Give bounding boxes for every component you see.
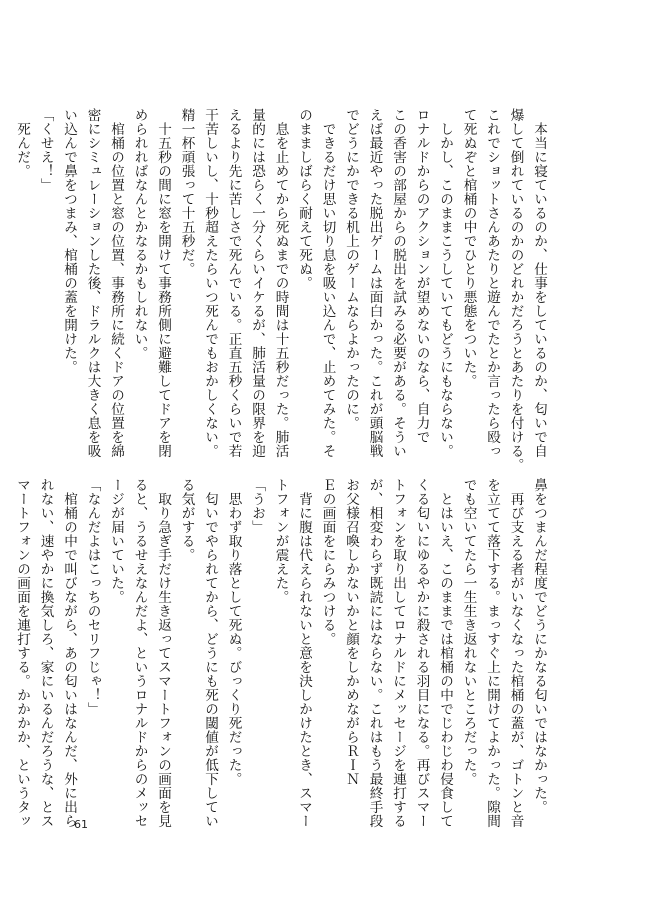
text-line: 「うお」 <box>249 478 265 534</box>
text-line: 爆して倒れているのかのどれかだろうとあたりを付ける。 <box>507 108 524 472</box>
text-line: 匂いでやられてから、どうにも死の閾値が低下してい <box>202 478 218 828</box>
text-line: 息を止めてから死ぬまでの時間は十五秒だった。肺活 <box>272 108 289 458</box>
text-line: 取り急ぎ手だけ生き返ってスマートフォンの画面を見 <box>155 478 171 828</box>
text-line: ージが届いていた。 <box>108 478 124 604</box>
text-line: て死ぬぞと棺桶の中でひとり悪態をついた。 <box>460 108 477 388</box>
text-line: でも空いてたら一生生き返れないところだった。 <box>460 478 477 786</box>
text-line: 鼻をつまんだ程度でどうにかなる匂いではなかった。 <box>531 478 547 814</box>
text-line: ロナルドからのアクションが望めないのなら、自力で <box>413 108 430 444</box>
text-line: とはいえ、このままでは棺桶の中でじわじわ侵食して <box>437 478 453 828</box>
text-line: お父様召喚しかないかと顔をしかめながらＲＩＮ <box>343 478 359 786</box>
text-line: い込んで鼻をつまみ、棺桶の蓋を開けた。 <box>61 108 77 374</box>
text-line: マートフォンの画面を連打する。かかかか、というタッ <box>14 478 30 828</box>
text-line: トフォンが震えた。 <box>272 478 289 604</box>
text-line: 棺桶の位置と窓の位置、事務所に続くドアの位置を綿 <box>108 108 124 458</box>
text-line: えば最近やった脱出ゲームは面白かった。これが頭脳戦 <box>366 108 383 458</box>
text-line: これでショットさんあたりと遊んでたとか言ったら殴っ <box>484 108 500 458</box>
text-line: れない、速やかに換気しろ、家にいるんだろうな、とス <box>37 478 54 828</box>
text-line: 再び支える者がいなくなった棺桶の蓋が、ゴトンと音 <box>507 478 524 828</box>
text-line: 十五秒の間に窓を開けて事務所側に避難してドアを閉 <box>155 108 171 458</box>
text-line: 死んだ。 <box>14 108 30 178</box>
text-line: トフォンを取り出してロナルドにメッセージを連打する <box>390 478 406 828</box>
text-line: 背に腹は代えられないと意を決しかけたとき、スマー <box>296 478 312 828</box>
text-line: を立てて落下する。まっすぐ上に開けてよかった。隙間 <box>484 478 500 828</box>
text-line: できるだけ思い切り息を吸い込んで、止めてみた。そ <box>319 108 336 458</box>
text-line: 棺桶の中で叫びながら、あの匂いはなんだ、外に出ら <box>61 478 77 828</box>
text-line: くる匂いにゆるやかに殺される羽目になる。再びスマー <box>413 478 430 828</box>
upper-text-block <box>14 108 550 472</box>
text-line: が、相変わらず既読にはならない。これはもう最終手段 <box>366 478 383 828</box>
text-line: 干苦しいし、十秒超えたらいつ死んでもおかしくない。 <box>202 108 218 458</box>
text-line: められればなんとかなるかもしれない。 <box>131 108 148 360</box>
text-line: 量的には恐らく一分くらいイケるが、肺活量の限界を迎 <box>249 108 265 458</box>
text-line: 「なんだよはこっちのセリフじゃ！」 <box>84 478 101 716</box>
text-line: 密にシミュレーションした後、ドラルクは大きく息を吸 <box>84 108 101 458</box>
text-line: のまましばらく耐えて死ぬ。 <box>296 108 312 290</box>
text-line: Ｅの画面をにらみつける。 <box>319 478 336 646</box>
text-line: 思わず取り落として死ぬ。びっくり死だった。 <box>225 478 242 786</box>
text-line: しかし、このままこうしていてもどうにもならない。 <box>437 108 453 458</box>
text-line: えるより先に苦しさで死んでいる。正直五秒くらいで若 <box>225 108 242 458</box>
text-line: この香害の部屋からの脱出を試みる必要がある。そうい <box>390 108 406 458</box>
text-line: ると、うるせえなんだよ、というロナルドからのメッセ <box>131 478 148 828</box>
text-line: る気がする。 <box>178 478 195 562</box>
text-line: 本当に寝ているのか、仕事をしているのか、匂いで自 <box>531 108 547 458</box>
text-line: でどうにかできる机上のゲームならよかったのに。 <box>343 108 359 430</box>
text-line: 精一杯頑張って十五秒だ。 <box>178 108 195 276</box>
text-line: 「くせえ！」 <box>37 108 54 192</box>
page-number: 61 <box>74 818 88 831</box>
